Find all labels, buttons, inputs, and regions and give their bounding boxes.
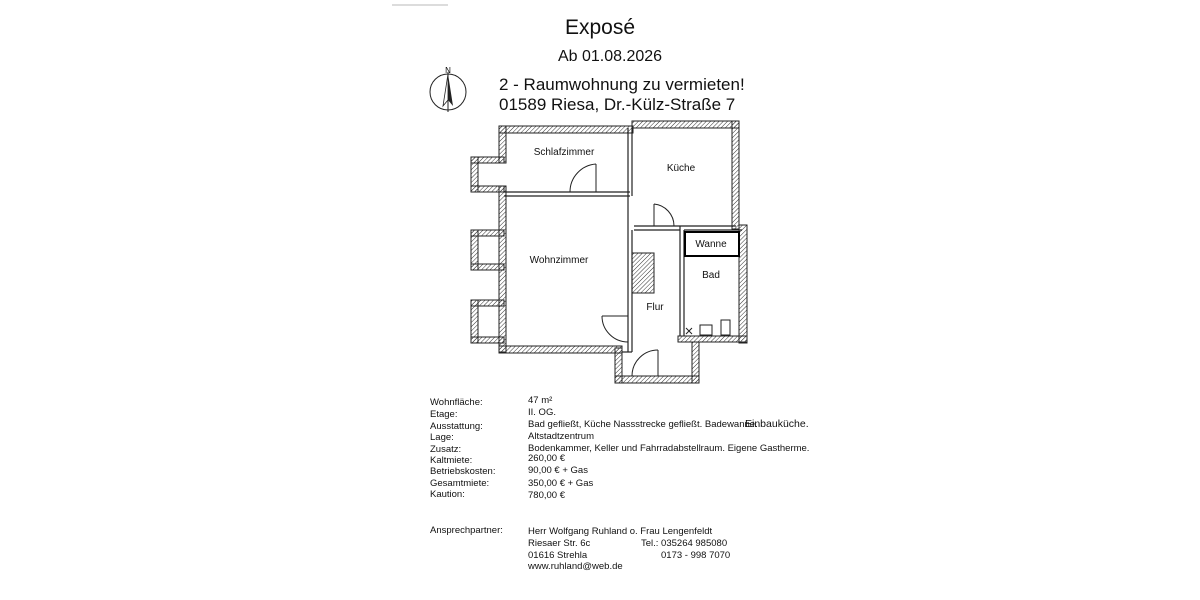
contact-street: Riesaer Str. 6c: [528, 538, 591, 549]
address: 01589 Riesa, Dr.-Külz-Straße 7: [499, 95, 736, 114]
label-lage: Lage:: [430, 432, 454, 443]
page-title: Exposé: [564, 16, 636, 39]
room-label-wohnzimmer: Wohnzimmer: [529, 255, 589, 266]
label-ansprechpartner: Ansprechpartner:: [430, 525, 503, 536]
contact-names: Herr Wolfgang Ruhland o. Frau Lengenfeldt: [528, 526, 713, 537]
compass-north-label: N: [445, 66, 451, 75]
value-kaltmiete: 260,00 €: [528, 453, 565, 464]
label-zusatz: Zusatz:: [430, 444, 462, 455]
floor-plan: [420, 60, 760, 390]
value-lage: Altstadtzentrum: [528, 431, 594, 442]
value-ausstattung-extra: Einbauküche.: [745, 418, 809, 430]
label-gesamtmiete: Gesamtmiete:: [430, 478, 490, 489]
sink-icon: [721, 320, 730, 335]
drain-icon: [686, 328, 692, 334]
contact-phone: Tel.: 035264 985080: [641, 538, 728, 549]
value-gesamtmiete: 350,00 € + Gas: [528, 478, 594, 489]
room-label-bad: Bad: [702, 270, 720, 281]
value-ausstattung: Bad gefließt, Küche Nassstrecke gefließt. Badewanne.: [528, 419, 758, 430]
room-label-flur: Flur: [646, 302, 664, 313]
value-kaution: 780,00 €: [528, 490, 565, 501]
value-zusatz: Bodenkammer, Keller und Fahrradabstellraum. Eigene Gastherme.: [528, 443, 810, 454]
toilet-icon: [700, 325, 712, 335]
room-label-schlafzimmer: Schlafzimmer: [533, 147, 595, 158]
label-ausstattung: Ausstattung:: [430, 421, 483, 432]
compass-icon: [430, 66, 466, 112]
scan-mark: [392, 4, 448, 6]
contact-city: 01616 Strehla: [528, 550, 588, 561]
label-betriebskosten: Betriebskosten:: [430, 466, 496, 477]
headline: 2 - Raumwohnung zu vermieten!: [499, 75, 745, 94]
room-label-wanne: Wanne: [695, 239, 727, 250]
availability-date: Ab 01.08.2026: [557, 48, 663, 65]
value-wohnflaeche: 47 m²: [528, 395, 553, 406]
value-etage: II. OG.: [528, 407, 556, 418]
label-kaution: Kaution:: [430, 489, 465, 500]
label-wohnflaeche: Wohnfläche:: [430, 397, 483, 408]
room-label-kueche: Küche: [666, 163, 696, 174]
value-betriebskosten: 90,00 € + Gas: [528, 465, 588, 476]
contact-web[interactable]: www.ruhland@web.de: [528, 561, 623, 572]
label-etage: Etage:: [430, 409, 458, 420]
chimney: [632, 253, 654, 293]
label-kaltmiete: Kaltmiete:: [430, 455, 473, 466]
contact-mobile: 0173 - 998 7070: [661, 550, 731, 561]
